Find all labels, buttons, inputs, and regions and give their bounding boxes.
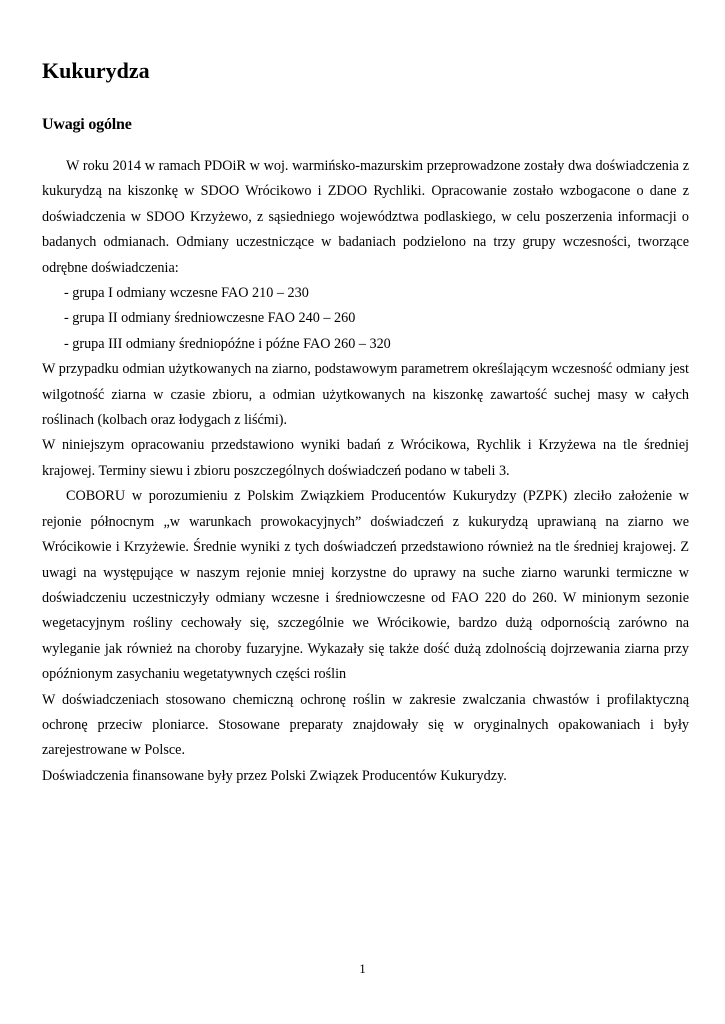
paragraph-intro: W roku 2014 w ramach PDOiR w woj. warmińsko-mazurskim przeprowadzone zostały dwa doświadczenia z kukurydzą na kiszonkę w SDOO Wrócikowo i ZDOO Rychliki. Opracowanie zostało wzbogacone o dane z doświadczenia w SDOO Krzyżewo, z sąsiedniego województwa podlaskiego, w celu poszerzenia informacji o badanych odmianach. Odmiany uczestniczące w badaniach podzielono na trzy grupy wczesności, tworzące odrębne doświadczenia: xyxy=(42,158,689,276)
paragraph-funding: Doświadczenia finansowane były przez Polski Związek Producentów Kukurydzy. xyxy=(42,767,507,784)
body-text xyxy=(42,154,689,789)
list-item-group-3: - grupa III odmiany średniopóźne i późne FAO 260 – 320 xyxy=(64,335,391,352)
paragraph-results: W niniejszym opracowaniu przedstawiono wyniki badań z Wrócikowa, Rychlik i Krzyżewa na tle średniej krajowej. Terminy siewu i zbioru poszczególnych doświadczeń podano w tabeli 3. xyxy=(42,437,689,479)
section-heading: Uwagi ogólne xyxy=(42,116,132,133)
paragraph-coboru: COBORU w porozumieniu z Polskim Związkiem Producentów Kukurydzy (PZPK) zleciło założenie w rejonie północnym „w warunkach prowokacyjnych” doświadczeń z kukurydzą uprawianą na ziarno we Wrócikowie i Krzyżewie. Średnie wyniki z tych doświadczeń przedstawiono również na tle średniej krajowej. Z uwagi na występujące w naszym rejonie mniej korzystne do uprawy na suche ziarno warunki termiczne w doświadczeniu uczestniczyły odmiany wczesne i średniowczesne od FAO 220 do 260. W minionym sezonie wegetacyjnym rośliny cechowały się, szczególnie we Wrócikowie, bardzo dużą odpornością zarówno na wyleganie jak również na choroby fuzaryjne. Wykazały się także dość dużą zdolnością dojrzewania ziarna przy opóźnionym zasychaniu wegetatywnych części roślin xyxy=(42,488,689,683)
page-number: 1 xyxy=(359,961,366,976)
paragraph-grain-silage: W przypadku odmian użytkowanych na ziarno, podstawowym parametrem określającym wczesność odmiany jest wilgotność ziarna w czasie zbioru, a odmian użytkowanych na kiszonkę zawartość suchej masy w całych roślinach (kolbach oraz łodygach z liśćmi). xyxy=(42,361,689,429)
list-item-group-1: - grupa I odmiany wczesne FAO 210 – 230 xyxy=(64,285,309,302)
page-title: Kukurydza xyxy=(42,58,150,83)
paragraph-plant-protection: W doświadczeniach stosowano chemiczną ochronę roślin w zakresie zwalczania chwastów i profilaktyczną ochronę przeciw ploniarce. Stosowane preparaty znajdowały się w oryginalnych opakowaniach i były zarejestrowane w Polsce. xyxy=(42,691,689,759)
list-item-group-2: - grupa II odmiany średniowczesne FAO 240 – 260 xyxy=(64,310,356,327)
